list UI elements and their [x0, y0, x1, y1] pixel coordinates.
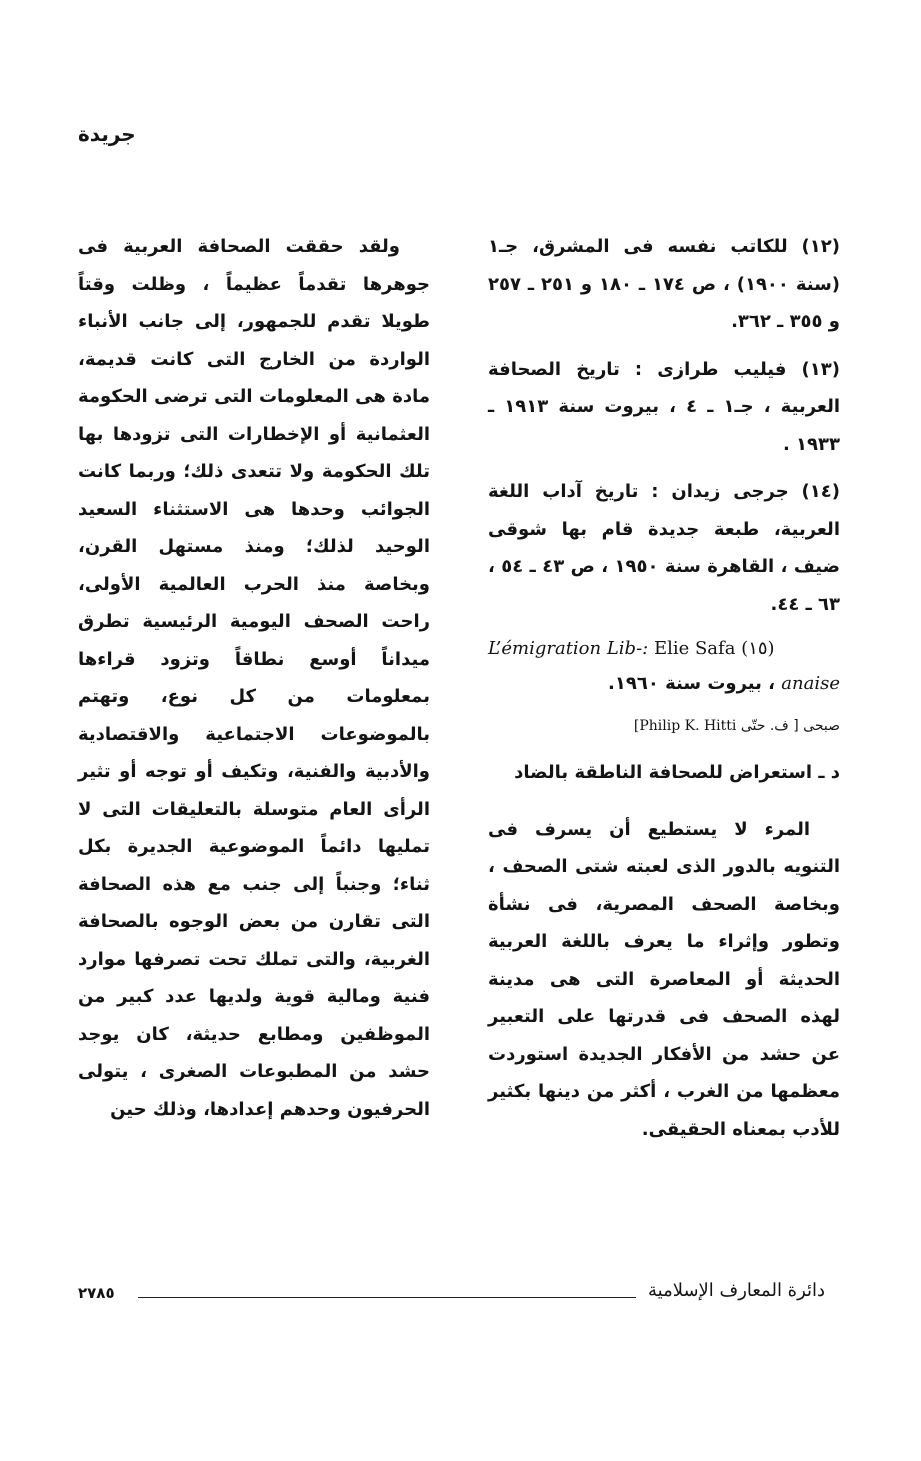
footnote-15: [488, 633, 840, 665]
left-column: [78, 228, 430, 1128]
footer-publication-title: دائرة المعارف الإسلامية: [648, 1280, 826, 1301]
footnote-15-title-part2: anaise: [781, 673, 840, 694]
footnote-13: (١٣) فيليب طرازى : تاريخ الصحافة العربية ، جـ١ ـ ٤ ، بيروت سنة ١٩١٣ ـ ١٩٣٣ .: [488, 358, 840, 455]
footnote-14: (١٤) جرجى زيدان : تاريخ آداب اللغة العربية، طبعة جديدة قام بها شوقى ضيف ، القاهرة سنة ١٩٥٠ ، ص ٤٣ ـ ٥٤ ، ٦٣ ـ ٤٤.: [488, 481, 840, 615]
signature-arabic: صبحى [ ف. حتّى: [740, 717, 840, 734]
footnote-15-title-part1: L’émigration Lib-:: [488, 638, 649, 659]
running-head: جريدة: [78, 122, 136, 146]
footnote-15-author: Elie Safa: [653, 638, 736, 659]
author-signature: [488, 711, 840, 741]
section-heading: د ـ استعراض للصحافة الناطقة بالضاد: [514, 761, 840, 783]
footnote-15-tail: ، بيروت سنة ١٩٦٠.: [608, 673, 776, 694]
footnote-15-continuation: [488, 665, 840, 703]
footnote-15-number: (١٥): [741, 638, 775, 659]
page-number: ٢٧٨٥: [78, 1284, 115, 1302]
section-body-paragraph: المرء لا يستطيع أن يسرف فى التنويه بالدور الذى لعبته شتى الصحف ، وبخاصة الصحف المصرية، فى نشأة وتطور وإثراء ما يعرف باللغة العربية الحديثة أو المعاصرة التى هى مدينة لهذه الصحف فى قدرتها على التعبير عن حشد من الأفكار الجديدة استوردت معظمها من الغرب ، أكثر من دينها بكثير للأدب بمعناه الحقيقى.: [488, 818, 840, 1140]
signature-latin: Philip K. Hitti]: [633, 717, 737, 734]
footer-divider: [138, 1297, 636, 1298]
right-column: [488, 228, 840, 1166]
left-body-paragraph: ولقد حققت الصحافة العربية فى جوهرها تقدماً عظيماً ، وظلت وقتاً طويلا تقدم للجمهور، إلى جانب الأنباء الواردة من الخارج التى كانت قديمة، مادة هى المعلومات التى ترضى الحكومة العثمانية أو الإخطارات التى تزودها بها تلك الحكومة ولا تتعدى ذلك؛ وربما كانت الجوائب وحدها هى الاستثناء السعيد الوحيد لذلك؛ ومنذ مستهل القرن، وبخاصة منذ الحرب العالمية الأولى، راحت الصحف اليومية الرئيسية تطرق ميداناً أوسع نطاقاً وتزود قراءها بمعلومات من كل نوع، وتهتم بالموضوعات الاجتماعية والاقتصادية والأدبية والفنية، وتكيف أو توجه أو تثير الرأى العام متوسلة بالتعليقات التى لا تمليها دائماً الموضوعية الجديرة بكل ثناء؛ وجنباً إلى جنب مع هذه الصحافة التى تقارن من بعض الوجوه بالصحافة الغربية، والتى تملك تحت تصرفها موارد فنية ومالية قوية ولديها عدد كبير من الموظفين ومطابع حديثة، كان يوجد حشد من المطبوعات الصغرى ، يتولى الحرفيون وحدهم إعدادها، وذلك حين: [78, 236, 430, 1120]
footnote-12: (١٢) للكاتب نفسه فى المشرق، جـ١ (سنة ١٩٠٠) ، ص ١٧٤ ـ ١٨٠ و ٢٥١ ـ ٢٥٧ و ٣٥٥ ـ ٣٦٢.: [488, 236, 841, 332]
